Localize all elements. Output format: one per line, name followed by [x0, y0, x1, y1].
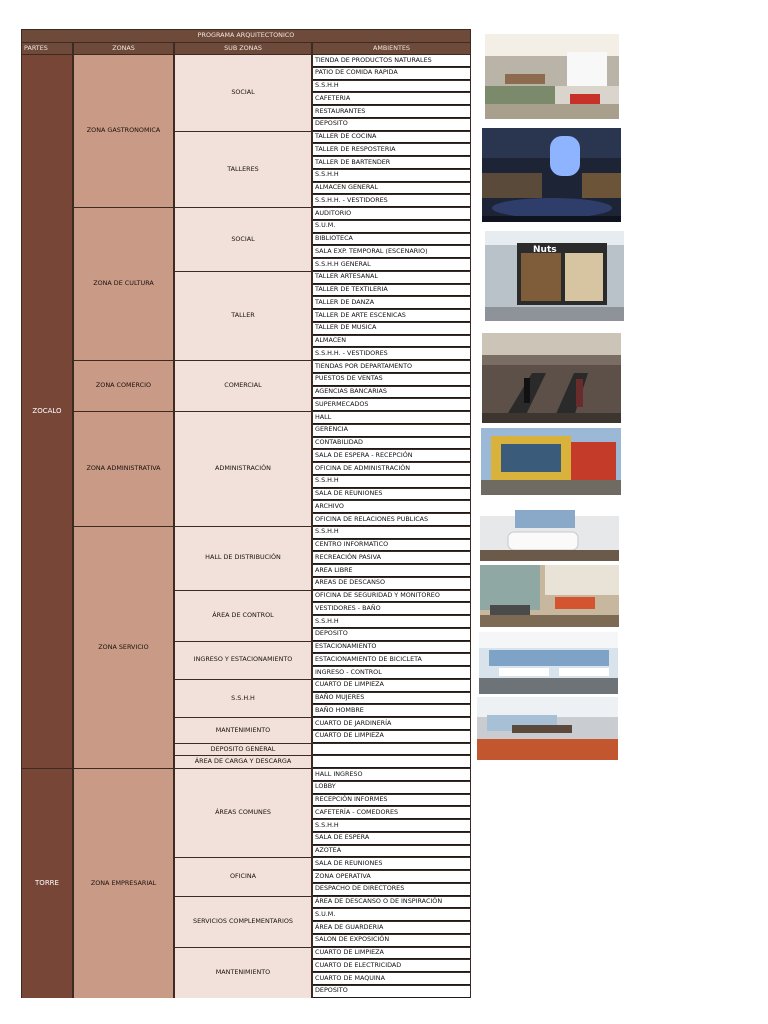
- ambiente-cell: SALA DE REUNIONES: [313, 858, 470, 870]
- office-lounge-photo: [480, 565, 619, 627]
- mall-atrium-night-photo: [482, 128, 621, 222]
- ambiente-cell: CAFETERÍA - COMEDORES: [313, 807, 470, 819]
- ambiente-cell: TALLER DE DANZA: [313, 297, 470, 309]
- ambiente-cell: ALMACEN: [313, 336, 470, 348]
- ambiente-cell: S.S.H.H. - VESTIDORES: [313, 348, 470, 360]
- ambiente-cell: CUARTO DE LIMPIEZA: [313, 948, 470, 960]
- zona-cell: ZONA GASTRONOMICA: [74, 55, 173, 207]
- ambiente-cell: ÁREA DE GUARDERIA: [313, 922, 470, 934]
- ambiente-cell: ESTACIONAMIENTO: [313, 642, 470, 654]
- ambiente-cell: TIENDA DE PRODUCTOS NATURALES: [313, 55, 470, 67]
- ambiente-cell: S.S.H.H: [313, 81, 470, 93]
- ambiente-cell: TALLER DE ARTE ESCENICAS: [313, 310, 470, 322]
- ambiente-cell: CUARTO DE ELECTRICIDAD: [313, 960, 470, 972]
- ambiente-cell: SALA DE ESPERA - RECEPCIÓN: [313, 450, 470, 462]
- ambiente-cell: BIBLIOTECA: [313, 234, 470, 246]
- ambiente-cell: TALLER DE BARTENDER: [313, 157, 470, 169]
- ambiente-cell: DEPOSITO: [313, 119, 470, 131]
- zona-cell: ZONA EMPRESARIAL: [74, 769, 173, 998]
- ambiente-cell: [313, 756, 470, 768]
- ambiente-cell: ESTACIONAMIENTO DE BICICLETA: [313, 654, 470, 666]
- ambiente-cell: TALLER ARTESANAL: [313, 272, 470, 284]
- ambiente-cell: SALA DE REUNIONES: [313, 489, 470, 501]
- ambiente-cell: RESTAURANTES: [313, 106, 470, 118]
- ambiente-cell: ÁREA DE DESCANSO O DE INSPIRACIÓN: [313, 897, 470, 909]
- food-court-photo: [485, 34, 619, 119]
- commercial-building-facade-photo: [481, 428, 621, 495]
- ambiente-cell: OFICINA DE SEGURIDAD Y MONITOREO: [313, 591, 470, 603]
- ambiente-cell: S.S.H.H: [313, 820, 470, 832]
- sub-zona-cell: S.S.H.H: [175, 680, 311, 717]
- ambiente-cell: S.U.M.: [313, 221, 470, 233]
- header-ambientes: AMBIENTES: [313, 43, 470, 54]
- ambiente-cell: SALA EXP. TEMPORAL (ESCENARIO): [313, 246, 470, 258]
- ambiente-cell: RECREACIÓN PASIVA: [313, 552, 470, 564]
- ambiente-cell: S.S.H.H: [313, 616, 470, 628]
- ambiente-cell: CUARTO DE JARDINERÍA: [313, 718, 470, 730]
- header-partes: PARTES: [22, 43, 72, 54]
- sub-zona-cell: INGRESO Y ESTACIONAMIENTO: [175, 642, 311, 679]
- mall-escalator-photo: [482, 333, 621, 423]
- header-zonas: ZONAS: [74, 43, 173, 54]
- ambiente-cell: S.S.H.H. - VESTIDORES: [313, 195, 470, 207]
- sub-zona-cell: ÁREA DE CONTROL: [175, 591, 311, 641]
- nuts-store-photo: [485, 231, 624, 321]
- ambiente-cell: TALLER DE TEXTILERIA: [313, 285, 470, 297]
- ambiente-cell: ARCHIVO: [313, 501, 470, 513]
- ambiente-cell: OFICINA DE ADMINISTRACIÓN: [313, 463, 470, 475]
- ambiente-cell: SUPERMECADOS: [313, 399, 470, 411]
- ambiente-cell: ALMACEN GENERAL: [313, 183, 470, 195]
- nuts-sign: Nuts: [533, 245, 557, 255]
- ambiente-cell: BAÑO MUJERES: [313, 693, 470, 705]
- ambiente-cell: TALLER DE COCINA: [313, 132, 470, 144]
- sub-zona-cell: SOCIAL: [175, 208, 311, 271]
- header-sub-zonas: SUB ZONAS: [175, 43, 311, 54]
- zona-cell: ZONA ADMINISTRATIVA: [74, 412, 173, 526]
- ambiente-cell: CONTABILIDAD: [313, 438, 470, 450]
- ambiente-cell: CUARTO DE LIMPIEZA: [313, 731, 470, 743]
- ambiente-cell: AGENCIAS BANCARIAS: [313, 387, 470, 399]
- ambiente-cell: S.S.H.H: [313, 170, 470, 182]
- sub-zona-cell: OFICINA: [175, 858, 311, 895]
- sub-zona-cell: HALL DE DISTRIBUCIÓN: [175, 527, 311, 590]
- sub-zona-cell: TALLER: [175, 272, 311, 360]
- zona-cell: ZONA COMERCIO: [74, 361, 173, 411]
- parte-cell: TORRE: [22, 769, 72, 998]
- ambiente-cell: AZOTEA: [313, 846, 470, 858]
- ambiente-cell: DEPOSITO: [313, 986, 470, 998]
- ambiente-cell: OFICINA DE RELACIONES PUBLICAS: [313, 514, 470, 526]
- ambiente-cell: GERENCIA: [313, 425, 470, 437]
- zona-cell: ZONA SERVICIO: [74, 527, 173, 768]
- ambiente-cell: TALLER DE MUSICA: [313, 323, 470, 335]
- ambiente-cell: PATIO DE COMIDA RAPIDA: [313, 68, 470, 80]
- sub-zona-cell: ÁREA DE CARGA Y DESCARGA: [175, 756, 311, 768]
- sub-zona-cell: ÁREAS COMUNES: [175, 769, 311, 857]
- ambiente-cell: S.S.H.H GENERAL: [313, 259, 470, 271]
- ambiente-cell: PUESTOS DE VENTAS: [313, 374, 470, 386]
- office-reception-photo: [480, 502, 619, 561]
- ambiente-cell: CAFETERIA: [313, 93, 470, 105]
- sub-zona-cell: TALLERES: [175, 132, 311, 208]
- ambiente-cell: CENTRO INFORMATICO: [313, 540, 470, 552]
- ambiente-cell: S.U.M.: [313, 909, 470, 921]
- sub-zona-cell: DEPOSITO GENERAL: [175, 744, 311, 756]
- ambiente-cell: CUARTO DE MAQUINA: [313, 973, 470, 985]
- table-title: PROGRAMA ARQUITECTONICO: [22, 30, 470, 42]
- ambiente-cell: AREA LIBRE: [313, 565, 470, 577]
- ambiente-cell: HALL: [313, 412, 470, 424]
- sub-zona-cell: MANTENIMIENTO: [175, 718, 311, 743]
- ambiente-cell: AUDITORIO: [313, 208, 470, 220]
- sub-zona-cell: ADMINISTRACIÓN: [175, 412, 311, 526]
- ambiente-cell: S.S.H.H: [313, 476, 470, 488]
- ambiente-cell: LOBBY: [313, 782, 470, 794]
- ambiente-cell: ZONA OPERATIVA: [313, 871, 470, 883]
- ambiente-cell: VESTIDORES - BAÑO: [313, 603, 470, 615]
- architectural-program-table: [21, 29, 471, 998]
- meeting-room-photo: [477, 697, 618, 760]
- sub-zona-cell: SOCIAL: [175, 55, 311, 131]
- ambiente-cell: RECEPCIÓN INFORMES: [313, 795, 470, 807]
- ambiente-cell: INGRESO - CONTROL: [313, 667, 470, 679]
- ambiente-cell: AREAS DE DESCANSO: [313, 578, 470, 590]
- parte-cell: ZOCALO: [22, 55, 72, 768]
- ambiente-cell: CUARTO DE LIMPIEZA: [313, 680, 470, 692]
- ambiente-cell: SALA DE ESPERA: [313, 833, 470, 845]
- ambiente-cell: BAÑO HOMBRE: [313, 705, 470, 717]
- ambiente-cell: TALLER DE RESPOSTERIA: [313, 144, 470, 156]
- sub-zona-cell: MANTENIMIENTO: [175, 948, 311, 998]
- sub-zona-cell: SERVICIOS COMPLEMENTARIOS: [175, 897, 311, 947]
- sub-zona-cell: COMERCIAL: [175, 361, 311, 411]
- zona-cell: ZONA DE CULTURA: [74, 208, 173, 360]
- open-office-photo: [479, 632, 618, 694]
- ambiente-cell: TIENDAS POR DEPARTAMENTO: [313, 361, 470, 373]
- ambiente-cell: HALL INGRESO: [313, 769, 470, 781]
- ambiente-cell: SALON DE EXPOSICIÓN: [313, 935, 470, 947]
- ambiente-cell: DESPACHO DE DIRECTORES: [313, 884, 470, 896]
- ambiente-cell: [313, 744, 470, 756]
- ambiente-cell: DEPOSITO: [313, 629, 470, 641]
- ambiente-cell: S.S.H.H: [313, 527, 470, 539]
